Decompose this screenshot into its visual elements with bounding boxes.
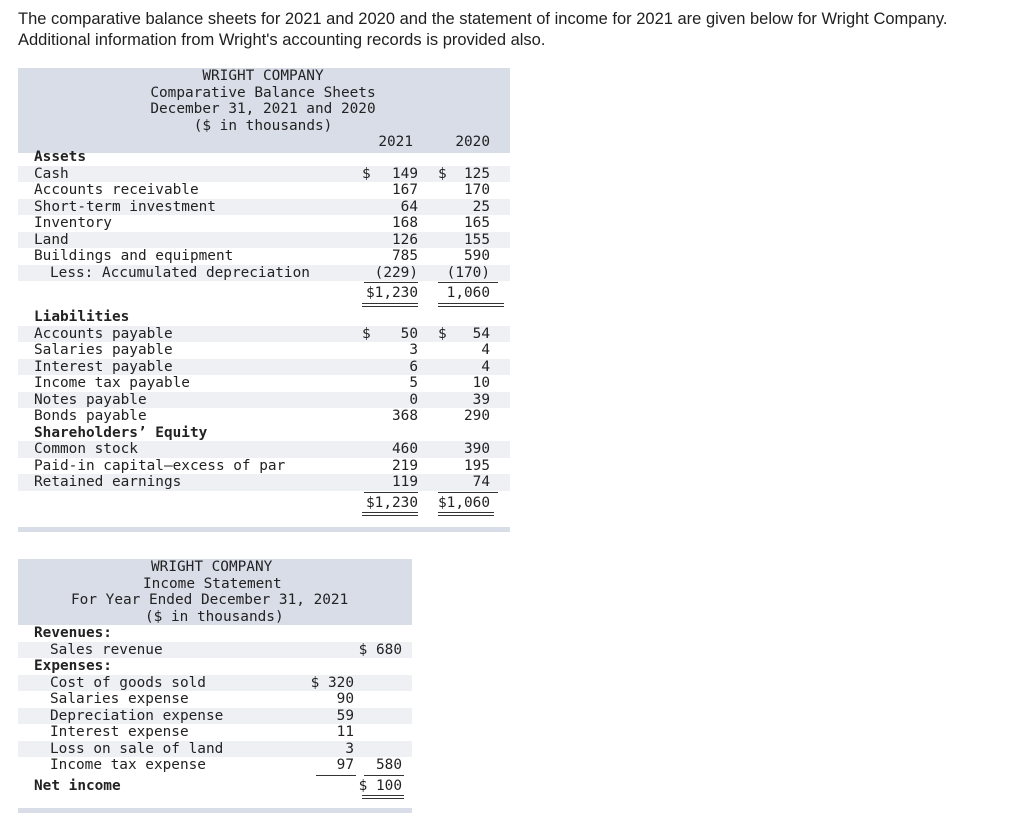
equity-row-0 bbox=[18, 441, 510, 458]
is-title-units: ($ in thousands) bbox=[145, 608, 284, 625]
le-subtotal-line-2020 bbox=[438, 492, 498, 493]
expense-row-4-label: Loss on sale of land bbox=[50, 740, 224, 757]
asset-row-5 bbox=[18, 248, 510, 265]
liability-row-4-label: Notes payable bbox=[34, 391, 147, 408]
expense-row-2 bbox=[18, 708, 412, 725]
asset-row-0-dollar-2021: $ bbox=[362, 165, 371, 182]
col-header-2021: 2021 bbox=[378, 134, 413, 150]
liability-row-5 bbox=[18, 408, 510, 425]
equity-heading bbox=[18, 425, 510, 442]
total-le-row-2021: $1,230 bbox=[366, 494, 418, 511]
liability-row-2-2020: 4 bbox=[481, 358, 490, 375]
liability-row-1-label: Salaries payable bbox=[34, 342, 173, 358]
asset-row-3-2020: 165 bbox=[464, 215, 490, 231]
asset-row-0-dollar-2020: $ bbox=[438, 165, 447, 182]
expense-row-3-amount: 11 bbox=[336, 724, 354, 740]
le-subtotal-line-2021 bbox=[364, 492, 418, 493]
asset-row-0-2020: 125 bbox=[464, 165, 490, 182]
liability-row-4-2021: 0 bbox=[409, 391, 418, 408]
net-income-row bbox=[18, 778, 412, 795]
equity-row-1-2021: 219 bbox=[392, 457, 418, 474]
bs-title-company: WRIGHT COMPANY bbox=[202, 68, 324, 84]
expense-row-5-amount: 97 bbox=[336, 757, 354, 773]
total-le-row bbox=[18, 495, 510, 512]
equity-row-2-2021: 119 bbox=[392, 474, 418, 490]
equity-row-1-2020: 195 bbox=[464, 457, 490, 474]
expense-row-3 bbox=[18, 724, 412, 741]
asset-row-1 bbox=[18, 182, 510, 199]
asset-row-2-2021: 64 bbox=[400, 198, 418, 215]
le-total-double-line-2020 bbox=[438, 512, 494, 516]
liability-row-5-label: Bonds payable bbox=[34, 408, 147, 424]
assets-total-double-line-2020 bbox=[438, 303, 504, 307]
equity-row-1-label: Paid-in capital–excess of par bbox=[34, 457, 286, 474]
asset-row-5-2021: 785 bbox=[392, 248, 418, 264]
asset-row-3-2021: 168 bbox=[392, 215, 418, 231]
assets-heading bbox=[18, 149, 510, 166]
intro-line-2: Additional information from Wright's accounting records is provided also. bbox=[18, 31, 546, 49]
sales-revenue-row-label: Sales revenue bbox=[50, 641, 163, 658]
asset-row-5-label: Buildings and equipment bbox=[34, 248, 234, 264]
expense-row-0-amount: $ 320 bbox=[310, 674, 354, 691]
net-income-row-label: Net income bbox=[34, 777, 121, 794]
liability-row-0 bbox=[18, 326, 510, 343]
assets-subtotal-line-2020 bbox=[438, 282, 498, 283]
asset-row-6-label: Less: Accumulated depreciation bbox=[50, 264, 310, 281]
expenses-heading bbox=[18, 658, 412, 675]
equity-row-2-2020: 74 bbox=[472, 474, 490, 490]
expense-row-5-total: 580 bbox=[376, 757, 402, 773]
liabilities-heading-label: Liabilities bbox=[34, 309, 130, 325]
col-header-2020: 2020 bbox=[455, 134, 490, 150]
intro-line-1: The comparative balance sheets for 2021 and 2020 and the statement of income for 2021 are given below for Wright Company. bbox=[18, 10, 948, 28]
liability-row-5-2020: 290 bbox=[464, 408, 490, 424]
expense-row-5 bbox=[18, 757, 412, 774]
income-statement-table bbox=[18, 559, 412, 813]
income-statement-header bbox=[18, 559, 412, 625]
asset-row-0-label: Cash bbox=[34, 165, 69, 182]
asset-row-5-2020: 590 bbox=[464, 248, 490, 264]
bs-title-date: December 31, 2021 and 2020 bbox=[150, 101, 376, 117]
liability-row-0-label: Accounts payable bbox=[34, 325, 173, 342]
expense-row-4 bbox=[18, 741, 412, 758]
total-le-row-2020: $1,060 bbox=[438, 494, 490, 511]
asset-row-0-2021: 149 bbox=[392, 165, 418, 182]
liability-row-1 bbox=[18, 342, 510, 359]
equity-row-0-label: Common stock bbox=[34, 441, 138, 457]
asset-row-1-label: Accounts receivable bbox=[34, 182, 199, 198]
liability-row-1-2020: 4 bbox=[481, 342, 490, 358]
assets-subtotal-line-2021 bbox=[364, 282, 418, 283]
assets-heading-label: Assets bbox=[34, 149, 86, 165]
expense-row-4-amount: 3 bbox=[345, 740, 354, 757]
equity-row-2-label: Retained earnings bbox=[34, 474, 182, 490]
expense-row-0-label: Cost of goods sold bbox=[50, 674, 206, 691]
bs-title-name: Comparative Balance Sheets bbox=[150, 84, 376, 101]
expense-row-3-label: Interest expense bbox=[50, 724, 189, 740]
expenses-total-line bbox=[364, 775, 404, 776]
net-income-row-total: $ 100 bbox=[358, 777, 402, 794]
expense-row-0 bbox=[18, 675, 412, 692]
revenues-heading-label: Revenues: bbox=[34, 625, 112, 641]
liability-row-3-label: Income tax payable bbox=[34, 375, 190, 391]
asset-row-6 bbox=[18, 265, 510, 282]
total-assets-row-2021: $1,230 bbox=[366, 285, 418, 301]
liability-row-2-2021: 6 bbox=[409, 358, 418, 375]
equity-row-0-2020: 390 bbox=[464, 441, 490, 457]
asset-row-4-2021: 126 bbox=[392, 231, 418, 248]
total-assets-row bbox=[18, 285, 510, 302]
bs-title-units: ($ in thousands) bbox=[193, 117, 333, 134]
asset-row-6-2020: (170) bbox=[446, 264, 490, 281]
liability-row-1-2021: 3 bbox=[409, 342, 418, 358]
assets-total-double-line-2021 bbox=[362, 303, 418, 307]
balance-sheet-header bbox=[18, 68, 510, 153]
equity-row-0-2021: 460 bbox=[392, 441, 418, 457]
liability-row-5-2021: 368 bbox=[392, 408, 418, 424]
expense-row-1-amount: 90 bbox=[336, 691, 354, 707]
is-title-name: Income Statement bbox=[143, 575, 282, 592]
expenses-heading-label: Expenses: bbox=[34, 658, 112, 674]
asset-row-3 bbox=[18, 215, 510, 232]
liability-row-2-label: Interest payable bbox=[34, 358, 173, 375]
expense-row-2-amount: 59 bbox=[336, 707, 354, 724]
asset-row-3-label: Inventory bbox=[34, 215, 112, 231]
asset-row-1-2020: 170 bbox=[464, 182, 490, 198]
liabilities-heading bbox=[18, 309, 510, 326]
liability-row-4-2020: 39 bbox=[472, 391, 490, 408]
sales-revenue-row-total: $ 680 bbox=[358, 641, 402, 658]
expenses-subtotal-line bbox=[316, 775, 356, 776]
asset-row-0 bbox=[18, 166, 510, 183]
le-total-double-line-2021 bbox=[362, 512, 418, 516]
liability-row-0-dollar-2020: $ bbox=[438, 325, 447, 342]
liability-row-0-2020: 54 bbox=[472, 325, 490, 342]
liability-row-0-2021: 50 bbox=[400, 325, 418, 342]
asset-row-1-2021: 167 bbox=[392, 182, 418, 198]
balance-sheet-footer-bar bbox=[18, 527, 510, 532]
is-title-period: For Year Ended December 31, 2021 bbox=[71, 592, 349, 608]
equity-heading-label: Shareholders’ Equity bbox=[34, 424, 208, 441]
asset-row-2-2020: 25 bbox=[472, 198, 490, 215]
liability-row-3-2020: 10 bbox=[472, 375, 490, 391]
asset-row-4 bbox=[18, 232, 510, 249]
equity-row-1 bbox=[18, 458, 510, 475]
asset-row-4-label: Land bbox=[34, 231, 69, 248]
expense-row-2-label: Depreciation expense bbox=[50, 707, 224, 724]
asset-row-4-2020: 155 bbox=[464, 231, 490, 248]
liability-row-0-dollar-2021: $ bbox=[362, 325, 371, 342]
intro-text bbox=[18, 9, 1018, 51]
revenues-heading bbox=[18, 625, 412, 642]
expense-row-5-label: Income tax expense bbox=[50, 757, 206, 773]
expense-row-1-label: Salaries expense bbox=[50, 691, 189, 707]
asset-row-2-label: Short-term investment bbox=[34, 198, 216, 215]
liability-row-4 bbox=[18, 392, 510, 409]
is-title-company: WRIGHT COMPANY bbox=[151, 559, 273, 575]
liability-row-3 bbox=[18, 375, 510, 392]
income-statement-footer-bar bbox=[18, 808, 412, 813]
expense-row-1 bbox=[18, 691, 412, 708]
liability-row-3-2021: 5 bbox=[409, 375, 418, 391]
asset-row-2 bbox=[18, 199, 510, 216]
liability-row-2 bbox=[18, 359, 510, 376]
asset-row-6-2021: (229) bbox=[374, 264, 418, 281]
sales-revenue-row bbox=[18, 642, 412, 659]
total-assets-row-2020: 1,060 bbox=[446, 285, 490, 301]
net-income-double-line bbox=[362, 795, 404, 799]
equity-row-2 bbox=[18, 474, 510, 491]
balance-sheet-table bbox=[18, 68, 510, 532]
